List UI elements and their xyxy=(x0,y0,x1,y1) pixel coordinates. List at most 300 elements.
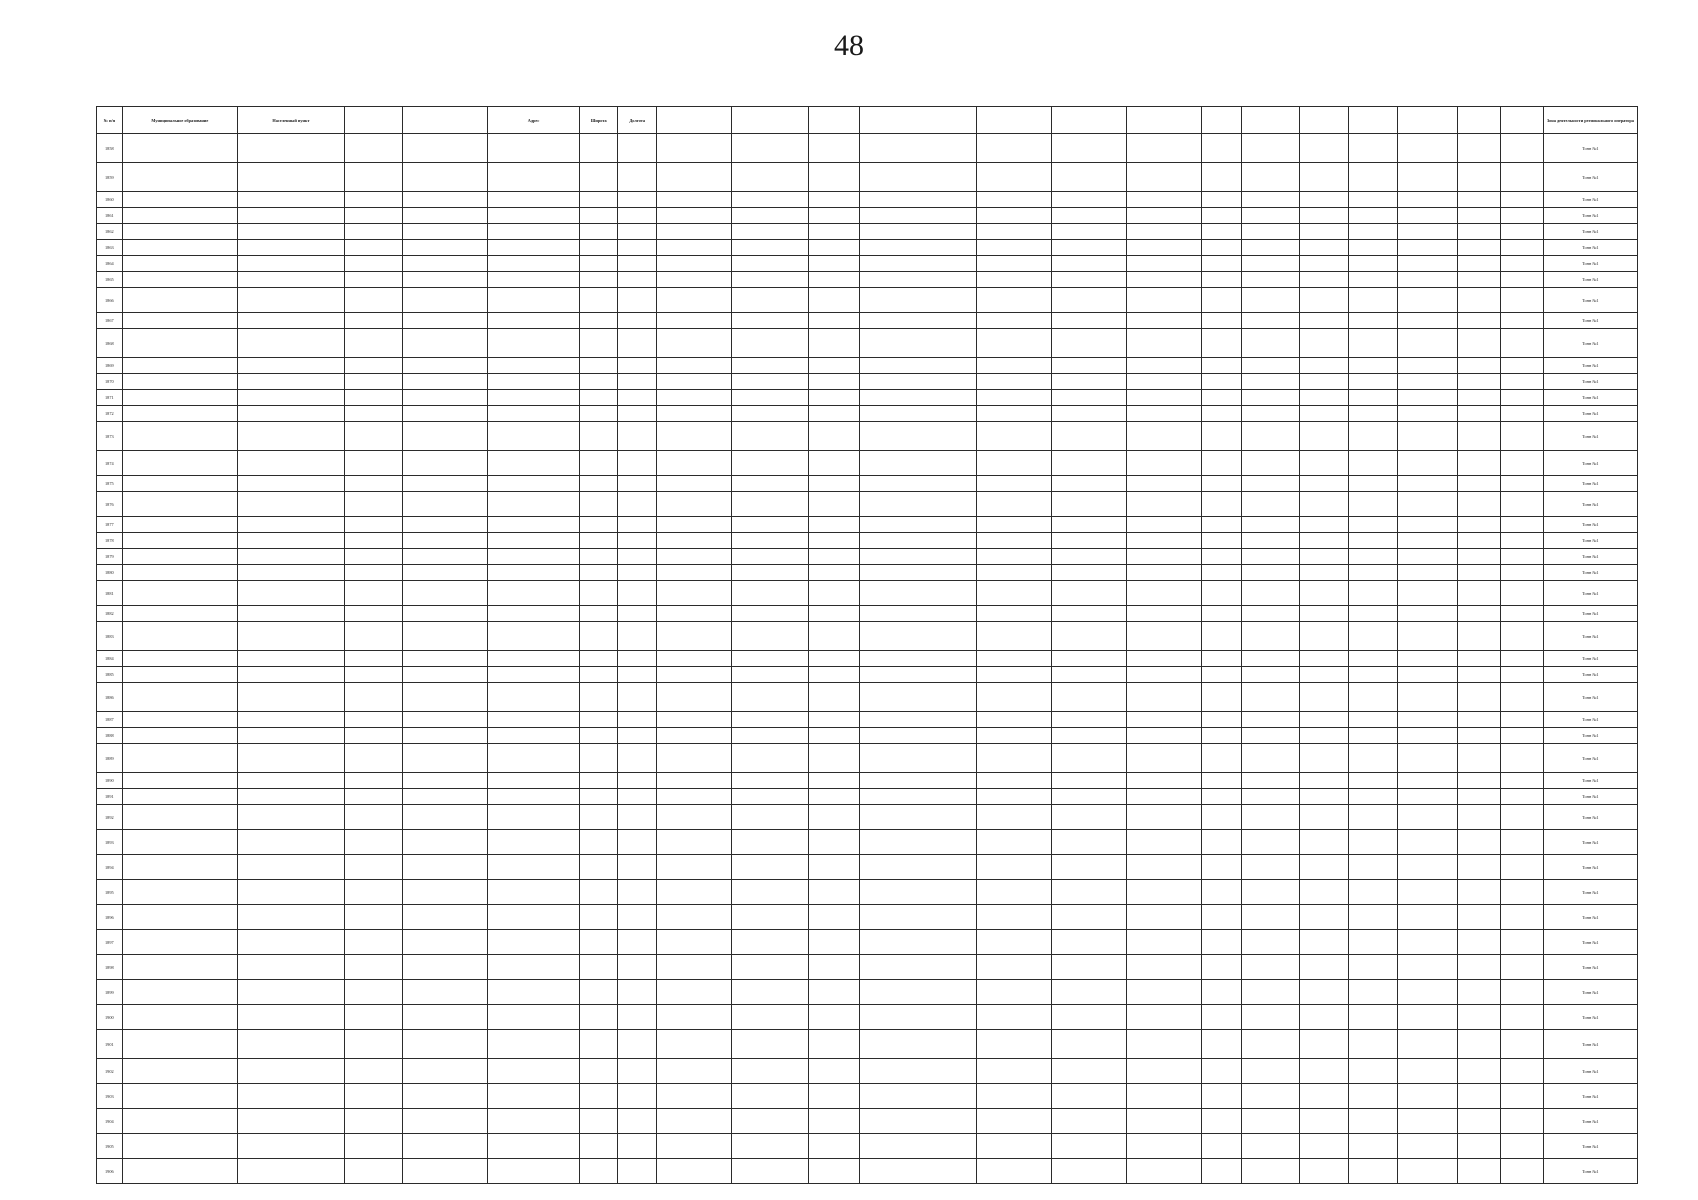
table-cell xyxy=(1349,163,1398,192)
table-cell xyxy=(1349,476,1398,492)
table-cell xyxy=(1201,272,1242,288)
table-cell xyxy=(731,208,808,224)
table-cell xyxy=(1201,581,1242,606)
table-cell xyxy=(1201,805,1242,830)
table-cell xyxy=(238,533,345,549)
table-cell xyxy=(579,581,617,606)
table-cell xyxy=(656,905,731,930)
table-cell xyxy=(344,451,402,476)
table-cell: 1893 xyxy=(97,830,123,855)
table-cell xyxy=(1300,374,1349,390)
table-cell xyxy=(1458,1134,1501,1159)
table-cell xyxy=(402,1109,487,1134)
table-cell xyxy=(488,224,580,240)
table-cell xyxy=(1501,905,1544,930)
table-cell xyxy=(579,667,617,683)
table-cell xyxy=(618,422,656,451)
table-cell xyxy=(656,930,731,955)
table-row xyxy=(97,224,1638,240)
table-cell: 1896 xyxy=(97,905,123,930)
table-cell xyxy=(1052,288,1127,313)
table-cell: Тонн №1 xyxy=(1543,422,1637,451)
table-cell xyxy=(1201,549,1242,565)
table-cell xyxy=(1127,390,1202,406)
table-cell xyxy=(656,712,731,728)
table-cell xyxy=(656,422,731,451)
table-cell xyxy=(1300,773,1349,789)
table-cell xyxy=(977,549,1052,565)
table-cell xyxy=(1300,683,1349,712)
table-cell xyxy=(488,406,580,422)
table-row xyxy=(97,744,1638,773)
table-cell xyxy=(238,712,345,728)
table-cell xyxy=(579,134,617,163)
table-cell xyxy=(1201,606,1242,622)
table-cell xyxy=(122,855,237,880)
table-cell: 1902 xyxy=(97,1059,123,1084)
table-cell xyxy=(1398,163,1458,192)
table-cell xyxy=(1242,830,1300,855)
table-cell xyxy=(1052,667,1127,683)
table-cell xyxy=(402,288,487,313)
table-cell xyxy=(579,422,617,451)
table-cell xyxy=(1349,451,1398,476)
table-cell xyxy=(238,272,345,288)
table-cell xyxy=(1052,622,1127,651)
table-cell xyxy=(344,1109,402,1134)
table-cell xyxy=(859,1005,977,1030)
table-row xyxy=(97,622,1638,651)
table-cell xyxy=(859,224,977,240)
table-cell xyxy=(1398,789,1458,805)
table-row xyxy=(97,830,1638,855)
table-cell xyxy=(1458,744,1501,773)
table-cell xyxy=(656,272,731,288)
table-cell xyxy=(122,533,237,549)
table-cell xyxy=(1127,192,1202,208)
table-row xyxy=(97,192,1638,208)
table-cell xyxy=(1127,855,1202,880)
table-cell xyxy=(1300,905,1349,930)
table-cell xyxy=(859,533,977,549)
table-cell xyxy=(808,451,859,476)
table-cell xyxy=(402,880,487,905)
table-cell xyxy=(1501,422,1544,451)
table-cell: 1889 xyxy=(97,744,123,773)
table-cell xyxy=(579,256,617,272)
table-cell xyxy=(488,683,580,712)
table-cell xyxy=(731,256,808,272)
table-cell xyxy=(1242,805,1300,830)
table-cell xyxy=(402,1005,487,1030)
table-cell xyxy=(122,830,237,855)
table-cell xyxy=(859,667,977,683)
table-cell xyxy=(618,517,656,533)
table-cell xyxy=(731,240,808,256)
table-cell xyxy=(1201,1159,1242,1184)
table-cell xyxy=(1052,492,1127,517)
table-cell xyxy=(1300,651,1349,667)
table-cell xyxy=(1349,1005,1398,1030)
table-cell xyxy=(1201,622,1242,651)
table-cell xyxy=(1458,955,1501,980)
table-cell xyxy=(1242,288,1300,313)
table-cell xyxy=(402,1134,487,1159)
table-row xyxy=(97,208,1638,224)
table-cell xyxy=(1458,683,1501,712)
table-cell xyxy=(1349,406,1398,422)
table-cell xyxy=(859,240,977,256)
table-cell xyxy=(618,1159,656,1184)
table-cell xyxy=(1349,667,1398,683)
table-cell: Тонн №1 xyxy=(1543,1030,1637,1059)
table-cell xyxy=(1349,581,1398,606)
table-cell xyxy=(1501,980,1544,1005)
table-cell xyxy=(1052,1134,1127,1159)
table-cell xyxy=(1300,240,1349,256)
table-cell xyxy=(488,744,580,773)
table-cell xyxy=(1052,208,1127,224)
table-cell xyxy=(808,1109,859,1134)
table-cell xyxy=(1127,1109,1202,1134)
table-row xyxy=(97,565,1638,581)
table-cell xyxy=(731,549,808,565)
table-cell xyxy=(1501,358,1544,374)
table-cell xyxy=(1127,492,1202,517)
table-cell xyxy=(344,683,402,712)
table-cell xyxy=(1052,549,1127,565)
table-cell xyxy=(344,163,402,192)
table-cell xyxy=(488,192,580,208)
table-cell xyxy=(1349,855,1398,880)
table-cell xyxy=(238,288,345,313)
table-cell xyxy=(977,208,1052,224)
table-cell xyxy=(1501,880,1544,905)
table-cell xyxy=(122,1030,237,1059)
table-cell xyxy=(344,1134,402,1159)
table-cell xyxy=(1052,476,1127,492)
table-cell xyxy=(402,651,487,667)
table-cell xyxy=(122,667,237,683)
table-cell xyxy=(1501,581,1544,606)
table-cell xyxy=(1501,606,1544,622)
table-cell xyxy=(618,492,656,517)
table-cell: Тонн №1 xyxy=(1543,288,1637,313)
table-cell xyxy=(1349,134,1398,163)
table-cell xyxy=(344,744,402,773)
table-cell xyxy=(1458,855,1501,880)
table-cell xyxy=(656,1159,731,1184)
table-cell xyxy=(579,208,617,224)
table-cell xyxy=(1398,422,1458,451)
table-cell xyxy=(731,272,808,288)
table-cell xyxy=(859,651,977,667)
table-cell xyxy=(1349,288,1398,313)
table-cell xyxy=(618,313,656,329)
table-cell xyxy=(1300,855,1349,880)
table-cell xyxy=(808,830,859,855)
table-cell xyxy=(402,451,487,476)
table-cell: Тонн №1 xyxy=(1543,744,1637,773)
table-cell xyxy=(344,905,402,930)
table-cell xyxy=(1398,565,1458,581)
table-cell xyxy=(808,855,859,880)
table-cell xyxy=(238,224,345,240)
table-cell xyxy=(122,712,237,728)
table-cell xyxy=(1127,476,1202,492)
table-cell: Тонн №1 xyxy=(1543,712,1637,728)
table-cell xyxy=(1398,622,1458,651)
table-cell xyxy=(402,208,487,224)
table-cell xyxy=(402,358,487,374)
column-header: Зона деятельности регионального оператора xyxy=(1543,107,1637,134)
table-cell: Тонн №1 xyxy=(1543,374,1637,390)
table-cell xyxy=(1242,1134,1300,1159)
table-cell xyxy=(1242,517,1300,533)
table-row xyxy=(97,533,1638,549)
table-cell xyxy=(859,492,977,517)
table-cell xyxy=(1052,606,1127,622)
table-cell xyxy=(1300,1005,1349,1030)
table-cell xyxy=(808,1159,859,1184)
table-row xyxy=(97,476,1638,492)
table-cell xyxy=(402,789,487,805)
table-cell xyxy=(1349,533,1398,549)
table-cell xyxy=(579,683,617,712)
column-header: № п/п xyxy=(97,107,123,134)
column-header xyxy=(1458,107,1501,134)
table-cell xyxy=(1458,358,1501,374)
table-cell xyxy=(618,728,656,744)
table-cell xyxy=(1300,476,1349,492)
table-cell xyxy=(1201,533,1242,549)
column-header: Населенный пункт xyxy=(238,107,345,134)
table-cell xyxy=(977,192,1052,208)
table-cell xyxy=(808,1084,859,1109)
table-cell xyxy=(1201,728,1242,744)
table-cell xyxy=(656,880,731,905)
table-cell xyxy=(859,1059,977,1084)
table-cell xyxy=(731,683,808,712)
table-cell xyxy=(656,1005,731,1030)
table-cell xyxy=(122,256,237,272)
table-cell xyxy=(1201,789,1242,805)
table-cell xyxy=(1201,683,1242,712)
table-cell xyxy=(579,1059,617,1084)
table-cell: 1864 xyxy=(97,256,123,272)
table-cell xyxy=(122,192,237,208)
table-cell xyxy=(344,1159,402,1184)
table-cell xyxy=(1242,667,1300,683)
table-cell xyxy=(618,374,656,390)
table-cell xyxy=(488,390,580,406)
table-cell xyxy=(1349,805,1398,830)
table-cell xyxy=(1052,240,1127,256)
table-cell xyxy=(1201,930,1242,955)
table-cell xyxy=(122,789,237,805)
table-cell xyxy=(238,683,345,712)
table-cell: Тонн №1 xyxy=(1543,565,1637,581)
table-cell xyxy=(579,880,617,905)
table-cell xyxy=(238,855,345,880)
table-cell xyxy=(1201,905,1242,930)
table-cell xyxy=(656,789,731,805)
table-cell xyxy=(344,581,402,606)
table-cell xyxy=(1242,789,1300,805)
table-cell: Тонн №1 xyxy=(1543,606,1637,622)
table-cell xyxy=(808,134,859,163)
table-cell xyxy=(579,712,617,728)
table-cell xyxy=(1501,272,1544,288)
table-cell: 1861 xyxy=(97,208,123,224)
table-cell xyxy=(731,313,808,329)
table-cell xyxy=(1300,1159,1349,1184)
table-cell: Тонн №1 xyxy=(1543,240,1637,256)
table-cell xyxy=(1052,329,1127,358)
table-cell xyxy=(402,773,487,789)
table-cell xyxy=(1052,905,1127,930)
table-cell: 1871 xyxy=(97,390,123,406)
table-cell: Тонн №1 xyxy=(1543,955,1637,980)
table-cell xyxy=(1201,980,1242,1005)
table-cell xyxy=(1300,980,1349,1005)
table-cell xyxy=(1458,390,1501,406)
table-cell xyxy=(1398,451,1458,476)
table-row xyxy=(97,163,1638,192)
table-cell xyxy=(1349,208,1398,224)
table-cell xyxy=(344,805,402,830)
table-cell xyxy=(808,1059,859,1084)
table-cell xyxy=(731,1084,808,1109)
table-cell xyxy=(859,549,977,565)
table-cell xyxy=(402,422,487,451)
table-cell xyxy=(1398,134,1458,163)
table-cell xyxy=(579,830,617,855)
table-cell xyxy=(344,476,402,492)
table-cell xyxy=(1242,163,1300,192)
table-cell xyxy=(1201,830,1242,855)
table-cell xyxy=(1349,240,1398,256)
table-cell xyxy=(579,930,617,955)
table-cell xyxy=(977,930,1052,955)
table-cell xyxy=(1398,728,1458,744)
column-header xyxy=(344,107,402,134)
table-cell xyxy=(1201,476,1242,492)
table-cell xyxy=(977,1030,1052,1059)
table-cell xyxy=(1052,517,1127,533)
table-cell xyxy=(238,789,345,805)
table-cell xyxy=(1458,830,1501,855)
table-cell: Тонн №1 xyxy=(1543,683,1637,712)
table-cell xyxy=(977,358,1052,374)
table-cell xyxy=(1501,565,1544,581)
table-cell xyxy=(1127,517,1202,533)
table-cell xyxy=(618,208,656,224)
table-cell xyxy=(1201,773,1242,789)
table-cell xyxy=(1201,880,1242,905)
table-cell xyxy=(977,406,1052,422)
table-cell xyxy=(1398,1084,1458,1109)
table-cell xyxy=(1501,240,1544,256)
table-cell xyxy=(656,163,731,192)
table-cell xyxy=(977,789,1052,805)
table-cell: 1868 xyxy=(97,329,123,358)
table-cell xyxy=(1349,773,1398,789)
table-cell: Тонн №1 xyxy=(1543,651,1637,667)
table-cell xyxy=(122,880,237,905)
table-cell xyxy=(1398,288,1458,313)
table-cell xyxy=(1501,830,1544,855)
table-row xyxy=(97,955,1638,980)
table-cell xyxy=(1349,192,1398,208)
table-cell xyxy=(859,712,977,728)
table-row xyxy=(97,134,1638,163)
table-cell xyxy=(731,374,808,390)
table-cell xyxy=(1458,930,1501,955)
table-cell: 1859 xyxy=(97,163,123,192)
table-cell xyxy=(656,476,731,492)
table-row xyxy=(97,880,1638,905)
table-cell xyxy=(1127,744,1202,773)
table-cell xyxy=(1398,930,1458,955)
table-cell xyxy=(1242,1084,1300,1109)
table-cell xyxy=(579,406,617,422)
table-cell xyxy=(808,517,859,533)
table-cell xyxy=(859,805,977,830)
table-cell xyxy=(1242,1030,1300,1059)
table-row xyxy=(97,406,1638,422)
table-row xyxy=(97,240,1638,256)
table-cell xyxy=(488,549,580,565)
table-cell xyxy=(1398,606,1458,622)
table-cell xyxy=(1242,980,1300,1005)
table-cell xyxy=(1127,622,1202,651)
table-cell xyxy=(1398,1030,1458,1059)
table-cell xyxy=(1052,773,1127,789)
table-row xyxy=(97,1134,1638,1159)
table-cell xyxy=(402,855,487,880)
table-cell xyxy=(1052,533,1127,549)
table-cell xyxy=(122,905,237,930)
table-cell xyxy=(122,208,237,224)
table-cell xyxy=(618,805,656,830)
table-cell xyxy=(1127,805,1202,830)
table-cell xyxy=(1300,406,1349,422)
table-cell xyxy=(402,1084,487,1109)
table-cell: Тонн №1 xyxy=(1543,390,1637,406)
table-cell xyxy=(1242,533,1300,549)
table-cell xyxy=(1300,492,1349,517)
table-cell xyxy=(238,1159,345,1184)
table-cell xyxy=(344,406,402,422)
table-cell xyxy=(656,240,731,256)
table-cell xyxy=(1201,651,1242,667)
table-cell: Тонн №1 xyxy=(1543,192,1637,208)
table-cell xyxy=(402,406,487,422)
table-cell xyxy=(618,1084,656,1109)
table-cell xyxy=(1398,224,1458,240)
table-cell xyxy=(1201,517,1242,533)
table-cell xyxy=(1127,683,1202,712)
table-cell xyxy=(1458,1059,1501,1084)
table-cell xyxy=(238,313,345,329)
table-cell xyxy=(731,1134,808,1159)
column-header xyxy=(1052,107,1127,134)
table-cell xyxy=(488,272,580,288)
table-cell xyxy=(238,390,345,406)
table-cell xyxy=(344,565,402,581)
column-header xyxy=(859,107,977,134)
